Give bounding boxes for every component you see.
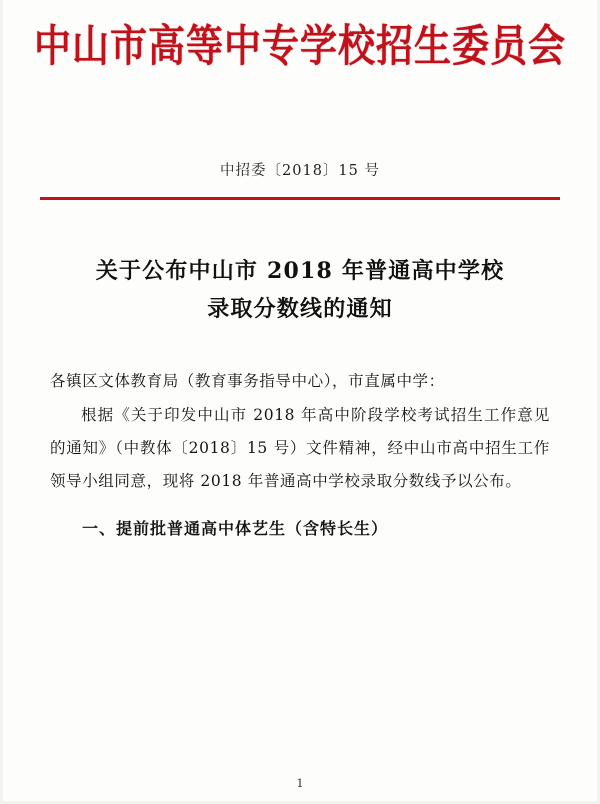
addressee-line: 各镇区文体教育局（教育事务指导中心），市直属中学： [50, 371, 445, 390]
scan-edge-left [0, 0, 3, 804]
page-title [0, 252, 600, 329]
masthead [0, 0, 600, 72]
page-number: 1 [296, 776, 304, 790]
document-number: 中招委〔2018〕15 号 [220, 163, 380, 180]
body-paragraph-1: 根据《关于印发中山市 2018 年高中阶段学校考试招生工作意见的通知》（中教体〔2018〕15 号）文件精神，经中山市高中招生工作领导小组同意，现将 2018 年普通高中学校录取分数线予以公布。 [50, 406, 550, 491]
red-separator-rule [40, 197, 560, 199]
section-heading-1: 一、提前批普通高中体艺生（含特长生） [82, 519, 389, 539]
document-body [50, 365, 550, 546]
page-title-line-1: 关于公布中山市 2018 年普通高中学校 [95, 257, 505, 284]
issuing-authority-title: 中山市高等中专学校招生委员会 [34, 19, 566, 72]
page-title-line-2: 录取分数线的通知 [207, 296, 393, 323]
